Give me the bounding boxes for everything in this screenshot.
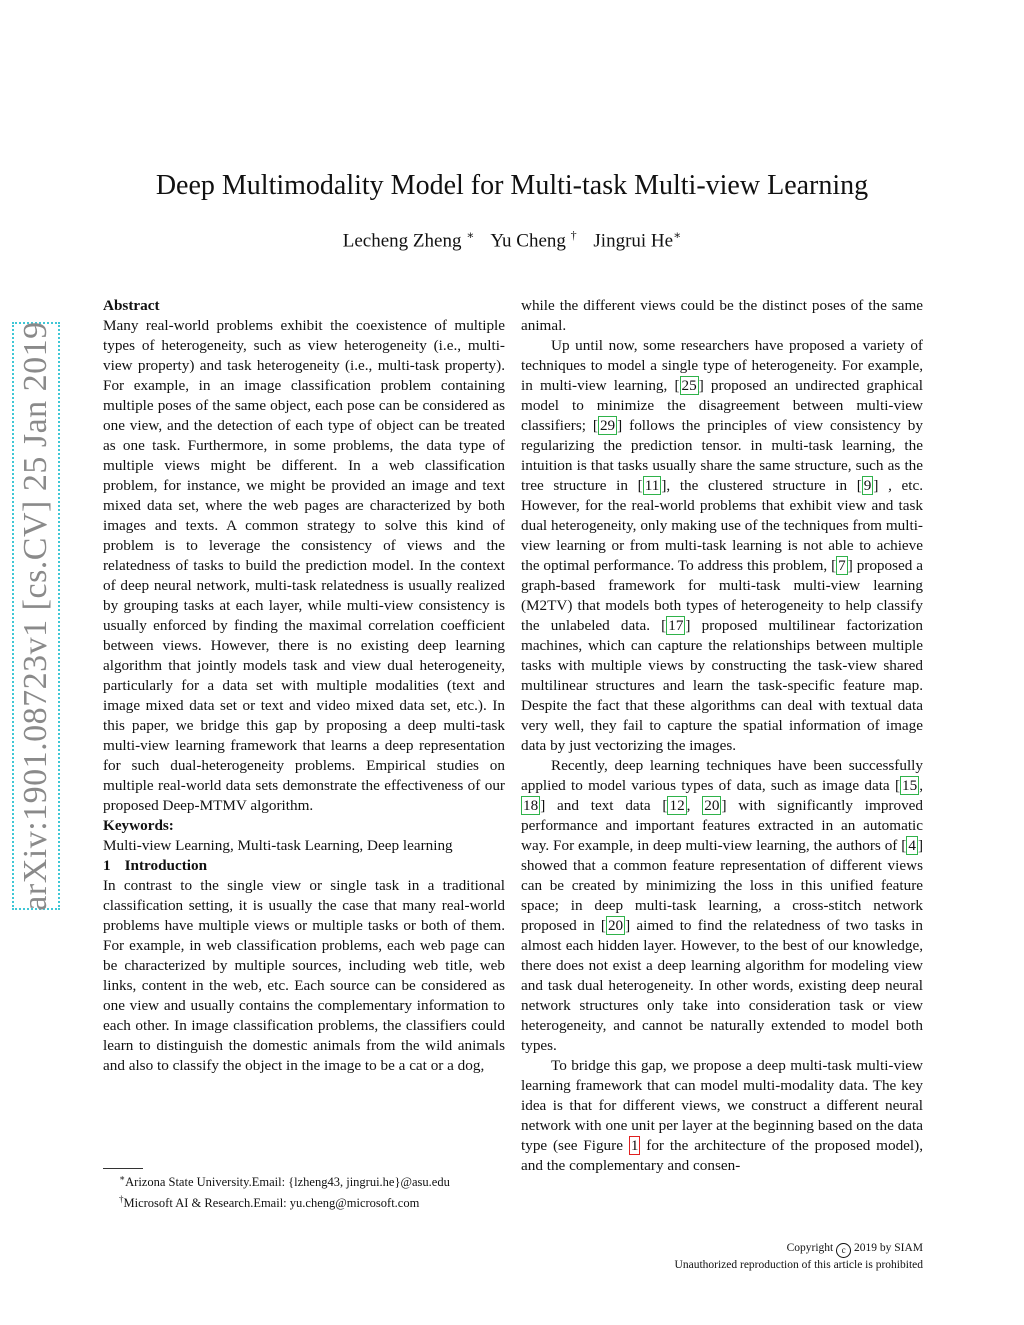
abstract-text: Many real-world problems exhibit the coexistence of multiple types of heterogeneity, such as view heterogeneity (i.e., multi-view property) and task heterogeneity (i.e., multi-task property). For example, in an image classification problem containing multiple poses of the same object, each pose can be considered as one view, and the detection of each type of object can be treated as one task. Furthermore, in some problems, the data type of multiple views might be different. In a web classification problem, for instance, we might be provided an image and text mixed data set, where the web pages are characterized by both images and texts. A common strategy to solve this kind of problem is to leverage the consistency of views and the relatedness of tasks to build the prediction model. In the context of deep neural network, multi-task relatedness is usually realized by grouping tasks at each layer, while multi-view consistency is usually enforced by finding the maximal correlation coefficient between views. However, there is no existing deep learning algorithm that jointly models task and view dual heterogeneity, particularly for a data set with multiple modalities (text and image mixed data set or text and video mixed data set, etc.). In this paper, we bridge this gap by proposing a deep multi-task multi-view learning framework that learns a deep representation for such dual-heterogeneity problems. Empirical studies on multiple real-world data sets demonstrate the effectiveness of our proposed Deep-MTMV algorithm. bbox=[103, 317, 505, 814]
copyright-icon: c bbox=[836, 1243, 851, 1258]
section-heading bbox=[103, 856, 505, 876]
author-mark: † bbox=[570, 228, 577, 242]
right-column bbox=[521, 296, 923, 1176]
citation-link[interactable]: 20 bbox=[607, 917, 624, 934]
citation-link[interactable]: 4 bbox=[908, 837, 916, 854]
copyright-notice bbox=[675, 1241, 923, 1272]
citation-link[interactable]: 9 bbox=[863, 477, 872, 494]
footnote-divider bbox=[103, 1168, 143, 1169]
footnote-mark: † bbox=[119, 1194, 124, 1205]
paper-title: Deep Multimodality Model for Multi-task Multi-view Learning bbox=[155, 170, 869, 201]
footnote-mark: ∗ bbox=[119, 1173, 126, 1183]
author-list bbox=[0, 228, 1024, 252]
footnote bbox=[103, 1170, 505, 1191]
citation-link[interactable]: 12 bbox=[669, 797, 685, 814]
section-number: 1 bbox=[103, 857, 111, 874]
arxiv-identifier: arXiv:1901.08723v1 [cs.CV] 25 Jan 2019 bbox=[17, 321, 54, 911]
reproduction-notice: Unauthorized reproduction of this article is prohibited bbox=[674, 1259, 923, 1271]
author-mark: ∗ bbox=[466, 228, 475, 242]
paragraph-continuation: while the different views could be the distinct poses of the same animal. bbox=[521, 297, 923, 334]
section-title: Introduction bbox=[124, 857, 208, 874]
left-column bbox=[103, 296, 505, 1076]
citation-link[interactable]: 17 bbox=[668, 617, 684, 634]
author-mark: ∗ bbox=[673, 228, 682, 242]
keywords-text: Multi-view Learning, Multi-task Learning, Deep learning bbox=[103, 837, 453, 854]
keywords-heading: Keywords: bbox=[103, 817, 174, 834]
author-name: Lecheng Zheng bbox=[342, 230, 462, 252]
citation-link[interactable]: 29 bbox=[599, 417, 616, 434]
citation-link[interactable]: 20 bbox=[704, 797, 720, 814]
paragraph-related-work: Up until now, some researchers have proposed a variety of techniques to model a single type of heterogeneity. For example, in multi-view learning, [ 25 ] proposed an undirected graphical model to minimize the disagreement between multi-view classifiers; [ 29 ] follows the principles of view consistency by regularizing the prediction tensor. in multi-task learning, the intuition is that tasks usually share the same structure, such as the tree structure in [ 11 ], the clustered structure in [ 9 ] , etc. However, for the real-world problems that exhibit view and task dual heterogeneity, only making use of the techniques from multi-view learning or from multi-task learning is not able to achieve the optimal performance. To address this problem, [ 7 ] proposed a graph-based framework for multi-task multi-view learning (M2TV) that models both types of heterogeneity to help classify the unlabeled data. [ 17 ] proposed multilinear factorization machines, which can capture the relationships between multiple tasks with multiple views by constructing the task-view shared multilinear structures and learn the task-specific feature map. Despite the fact that these algorithms can deal with textual data very well, they fail to capture the spatial information of image data by just vectorizing the images. bbox=[521, 337, 924, 754]
footnote-text: Microsoft AI & Research.Email: yu.cheng@microsoft.com bbox=[123, 1196, 420, 1211]
intro-paragraph: In contrast to the single view or single task in a traditional classification setting, it is usually the case that many real-world problems have multiple views or multiple tasks or both of them. For example, in web classification problems, each web page can be characterized by multiple sources, including web title, web links, content in the web, etc. Each source can be considered as one view and usually contains the complementary information to each other. In image classification problems, the classifiers could learn to distinguish the domestic animals from the wild animals and also to classify the object in the image to be a cat or a dog, bbox=[103, 877, 505, 1074]
author-name: Yu Cheng bbox=[490, 230, 566, 252]
citation-link[interactable]: 11 bbox=[644, 477, 660, 494]
footnote-text: Arizona State University.Email: {lzheng43, jingrui.he}@asu.edu bbox=[125, 1175, 450, 1190]
abstract-heading: Abstract bbox=[103, 297, 160, 314]
citation-link[interactable]: 7 bbox=[838, 557, 846, 574]
author-name: Jingrui He bbox=[593, 230, 674, 252]
citation-link[interactable]: 25 bbox=[681, 377, 697, 394]
citation-link[interactable]: 18 bbox=[523, 797, 539, 814]
copyright-line: Copyright c 2019 by SIAM bbox=[675, 1241, 923, 1258]
footnote bbox=[103, 1191, 505, 1212]
arxiv-identifier-box bbox=[12, 322, 60, 910]
citation-link[interactable]: 15 bbox=[902, 777, 918, 794]
figure-link[interactable]: 1 bbox=[630, 1137, 639, 1154]
paragraph-proposal: To bridge this gap, we propose a deep multi-task multi-view learning framework that can model multi-modality data. The key idea is that for different views, we construct a different neural network with one unit per layer at the beginning based on the data type (see Figure 1 for the architecture of the proposed model), and the complementary and consen- bbox=[521, 1057, 923, 1174]
footnotes bbox=[103, 1170, 505, 1212]
paragraph-deep-learning: Recently, deep learning techniques have been successfully applied to model various types of data, such as image data [ 15 , 18 ] and text data [ 12 , 20 ] with significantly improved performance and important features extracted in an automatic way. For example, in deep multi-view learning, the authors of [ 4 ] showed that a common feature representation of different views can be created by minimizing the loss in this unified feature space; in deep multi-task learning, a cross-stitch network proposed in [ 20 ] aimed to find the relatedness of two tasks in almost each hidden layer. However, to the best of our knowledge, there does not exist a deep learning algorithm for modeling view and task dual heterogeneity. In other words, existing deep neural network structures only take into consideration task or view heterogeneity, and cannot be naturally extended to model both types. bbox=[521, 757, 923, 1054]
